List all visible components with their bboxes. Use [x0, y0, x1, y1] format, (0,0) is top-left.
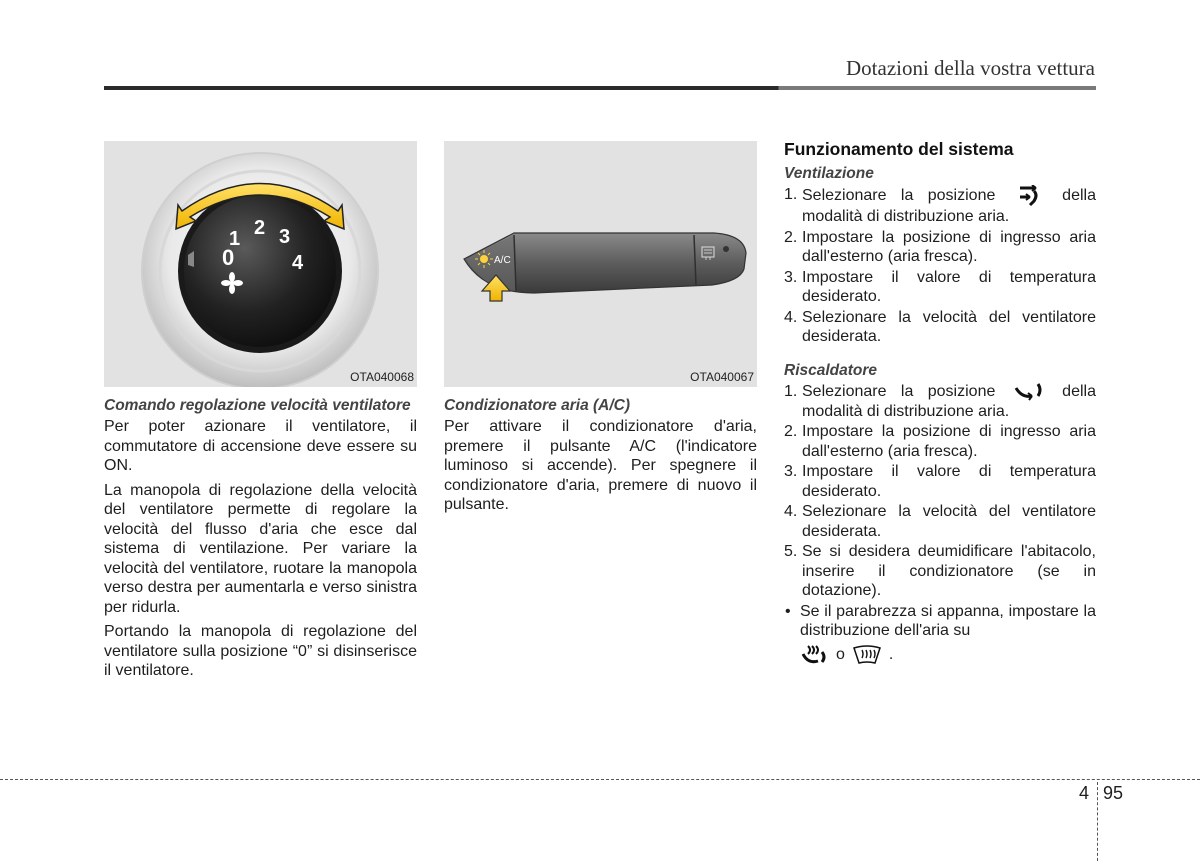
step-number: 3. [784, 268, 798, 286]
fan-speed-dial-illustration [104, 141, 417, 387]
step-number: 2. [784, 423, 798, 440]
dial-number: 1 [229, 228, 241, 250]
list-item [784, 462, 1096, 501]
list-item [784, 228, 1096, 267]
list-item [784, 382, 1096, 422]
bullet-text: Se il parabrezza si appanna, impostare la distribuzione dell'aria su [800, 602, 1096, 639]
fan-dial-figure [104, 141, 417, 387]
footer-divider [1097, 782, 1098, 861]
step-text: Impostare la posizione di ingresso aria dall'esterno (aria fresca). [802, 423, 1096, 460]
step-text: della modalità di distribuzione aria. [802, 187, 1096, 225]
page-number: 95 [1103, 783, 1124, 803]
step-text: Impostare il valore di temperatura desiderato. [802, 463, 1096, 500]
step-text: Selezionare la velocità del ventilatore desiderata. [802, 308, 1096, 345]
step-text: Selezionare la posizione [802, 187, 996, 205]
paragraph: Per attivare il condizionatore d'aria, premere il pulsante A/C (l'indicatore luminoso si accende). Per spegnere il condizionatore d'aria, premere di nuovo il pulsante. [444, 418, 757, 513]
fan-caption: Comando regolazione velocità ventilatore [104, 397, 411, 414]
step-text: della modalità di distribuzione aria. [802, 382, 1096, 420]
dial-number: 0 [222, 245, 235, 270]
ac-caption: Condizionatore aria (A/C) [444, 397, 631, 414]
step-text: Selezionare la posizione [802, 382, 996, 400]
chapter-number: 4 [1079, 783, 1090, 803]
dial-number: 2 [254, 217, 266, 239]
heater-steps [784, 382, 1096, 601]
figure-code: OTA040068 [350, 370, 414, 384]
step-number: 5. [784, 543, 798, 560]
column-fan-speed [104, 141, 417, 681]
subsection-title-ventilation: Ventilazione [784, 165, 874, 182]
face-vent-icon [1012, 185, 1046, 207]
list-item [784, 542, 1096, 601]
indicator-light-icon [480, 255, 488, 263]
column-air-conditioner [444, 141, 757, 515]
step-text: Impostare la posizione di ingresso aria dall'esterno (aria fresca). [802, 228, 1096, 265]
subsection-title-heater: Riscaldatore [784, 361, 878, 379]
figure-code: OTA040067 [690, 370, 754, 384]
step-number: 4. [784, 503, 798, 520]
step-text: Se si desidera deumidificare l'abitacolo, inserire il condizionatore (se in dotazione). [802, 543, 1096, 599]
ventilation-steps [784, 185, 1096, 347]
defog-bullets [784, 602, 1096, 641]
header-rule [104, 86, 1096, 90]
floor-defrost-icon [800, 644, 830, 666]
defog-options [784, 644, 1096, 666]
windshield-defrost-icon [851, 644, 883, 666]
step-text: Impostare il valore di temperatura desiderato. [802, 268, 1096, 305]
running-header: Dotazioni della vostra vettura [846, 56, 1095, 80]
list-item [784, 308, 1096, 347]
paragraph: Per poter azionare il ventilatore, il commutatore di accensione deve essere su ON. [104, 418, 417, 474]
ac-panel-illustration [444, 141, 757, 387]
section-title: Funzionamento del sistema [784, 139, 1014, 159]
list-item [784, 602, 1096, 641]
list-item [784, 185, 1096, 227]
paragraph: La manopola di regolazione della velocità del ventilatore permette di regolare la velocità del flusso d'aria che esce dal sistema di ventilazione. Per variare la velocità del ventilatore, ruotare la manopola verso destra per aumentarla e verso sinistra per ridurla. [104, 481, 417, 616]
connector-text: o [836, 645, 845, 663]
footer-rule [0, 779, 1200, 780]
ac-button-figure [444, 141, 757, 387]
list-item [784, 502, 1096, 541]
floor-vent-icon [1012, 382, 1046, 402]
step-number: 2. [784, 228, 798, 246]
end-punctuation: . [888, 645, 894, 663]
step-text: Selezionare la velocità del ventilatore desiderata. [802, 503, 1096, 540]
ac-button-label: A/C [494, 255, 511, 266]
column-system-operation [784, 138, 1096, 666]
step-number: 4. [784, 308, 798, 326]
dial-number: 3 [279, 226, 291, 248]
paragraph: Portando la manopola di regolazione del ventilatore sulla posizione “0” si disinserisce il ventilatore. [104, 623, 417, 679]
list-item [784, 268, 1096, 307]
step-number: 1. [784, 382, 798, 400]
dial-number: 4 [292, 252, 304, 274]
step-number: 1. [784, 186, 798, 203]
step-number: 3. [784, 463, 798, 480]
list-item [784, 422, 1096, 461]
bullet-mark: • [785, 602, 791, 620]
